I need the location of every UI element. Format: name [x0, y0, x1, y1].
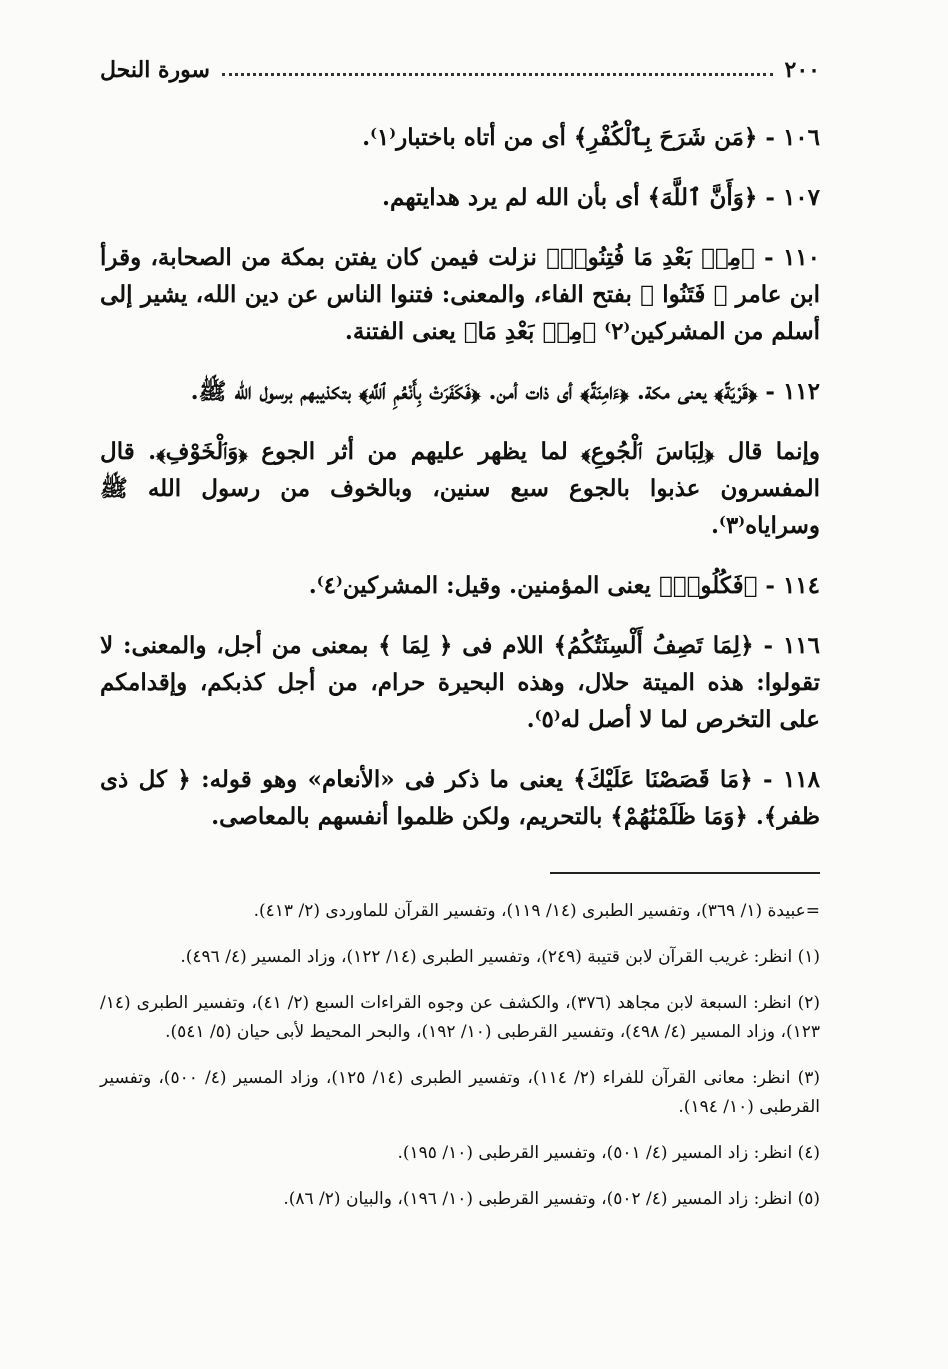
page [100, 0, 820, 1369]
entry-110: ١١٠ - ﴿مِنۢ بَعْدِ مَا فُتِنُوا۟﴾ نزلت فيمن كان يفتن بمكة من الصحابة، وقرأ ابن عامر ﴿ فَتَنُوا ﴾ بفتح الفاء، والمعنى: فتنوا الناس عن دين الله، يشير إلى أسلم من المشركين⁽٢⁾ ﴿مِنۢ بَعْدِ مَا﴾ يعنى الفتنة. [100, 244, 820, 345]
footnote-continuation: =عبيدة (١/ ٣٦٩)، وتفسير الطبرى (١٤/ ١١٩)، وتفسير القرآن للماوردى (٢/ ٤١٣). [253, 901, 820, 921]
footnote-3: (٣) انظر: معانى القرآن للفراء (٢/ ١١٤)، وتفسير الطبرى (١٤/ ١٢٥)، وزاد المسير (٤/ ٥٠٠)، وتفسير القرطبى (١٠/ ١٩٤). [100, 1068, 820, 1117]
entry-106: ١٠٦ - ﴿مَن شَرَحَ بِٱلْكُفْرِ﴾ أى من أتاه باختبار⁽١⁾. [362, 124, 820, 151]
footnote-5: (٥) انظر: زاد المسير (٤/ ٥٠٢)، وتفسير القرطبى (١٠/ ١٩٦)، والبيان (٢/ ٨٦). [283, 1189, 820, 1209]
page-number: ٢٠٠ [784, 57, 820, 83]
entry-107: ١٠٧ - ﴿وَأَنَّ ٱللَّهَ﴾ أى بأن الله لم يرد هدايتهم. [382, 184, 820, 211]
running-header [100, 52, 820, 88]
footnote-separator [550, 872, 820, 874]
entry-116: ١١٦ - ﴿لِمَا تَصِفُ أَلْسِنَتُكُمُ﴾ اللام فى ﴿ لِمَا ﴾ بمعنى من أجل، والمعنى: لا تقولوا: هذه الميتة حلال، وهذه البحيرة حرام، من أجل كذبكم، وإقدامكم على التخرص لما لا أصل له⁽٥⁾. [100, 632, 820, 733]
commentary-body [100, 96, 820, 849]
footnote-4: (٤) انظر: زاد المسير (٤/ ٥٠١)، وتفسير القرطبى (١٠/ ١٩٥). [397, 1143, 820, 1163]
footnotes [100, 880, 820, 1220]
entry-112-continued: وإنما قال ﴿لِبَاسَ ٱلْجُوعِ﴾ لما يظهر عليهم من أثر الجوع ﴿وَٱلْخَوْفِ﴾. قال المفسرون عذبوا بالجوع سبع سنين، وبالخوف من رسول الله ﷺ وسراياه⁽٣⁾. [100, 438, 820, 539]
header-dots [222, 73, 773, 76]
surah-title: سورة النحل [100, 57, 210, 83]
footnote-1: (١) انظر: غريب القرآن لابن قتيبة (٢٤٩)، وتفسير الطبرى (١٤/ ١٢٢)، وزاد المسير (٤/ ٤٩٦). [180, 947, 820, 967]
entry-118: ١١٨ - ﴿مَا قَصَصْنَا عَلَيْكَ﴾ يعنى ما ذكر فى «الأنعام» وهو قوله: ﴿ كل ذى ظفر﴾. ﴿وَمَا ظَلَمْنَٰهُمْ﴾ بالتحريم، ولكن ظلموا أنفسهم بالمعاصى. [100, 766, 820, 830]
footnote-2: (٢) انظر: السبعة لابن مجاهد (٣٧٦)، والكشف عن وجوه القراءات السبع (٢/ ٤١)، وتفسير الطبرى (١٤/ ١٢٣)، وزاد المسير (٤/ ٤٩٨)، وتفسير القرطبى (١٠/ ١٩٢)، والبحر المحيط لأبى حيان (٥/ ٥٤١). [100, 993, 820, 1042]
entry-114: ١١٤ - ﴿فَكُلُوا۟﴾ يعنى المؤمنين. وقيل: المشركين⁽٤⁾. [308, 572, 820, 599]
entry-112: ١١٢ - ﴿قَرْيَةً﴾ يعنى مكة. ﴿ءَامِنَةً﴾ أى ذات أمن. ﴿فَكَفَرَتْ بِأَنْعُمِ ٱللَّهِ﴾ بتكذيبهم برسول الله ﷺ. [190, 378, 820, 405]
